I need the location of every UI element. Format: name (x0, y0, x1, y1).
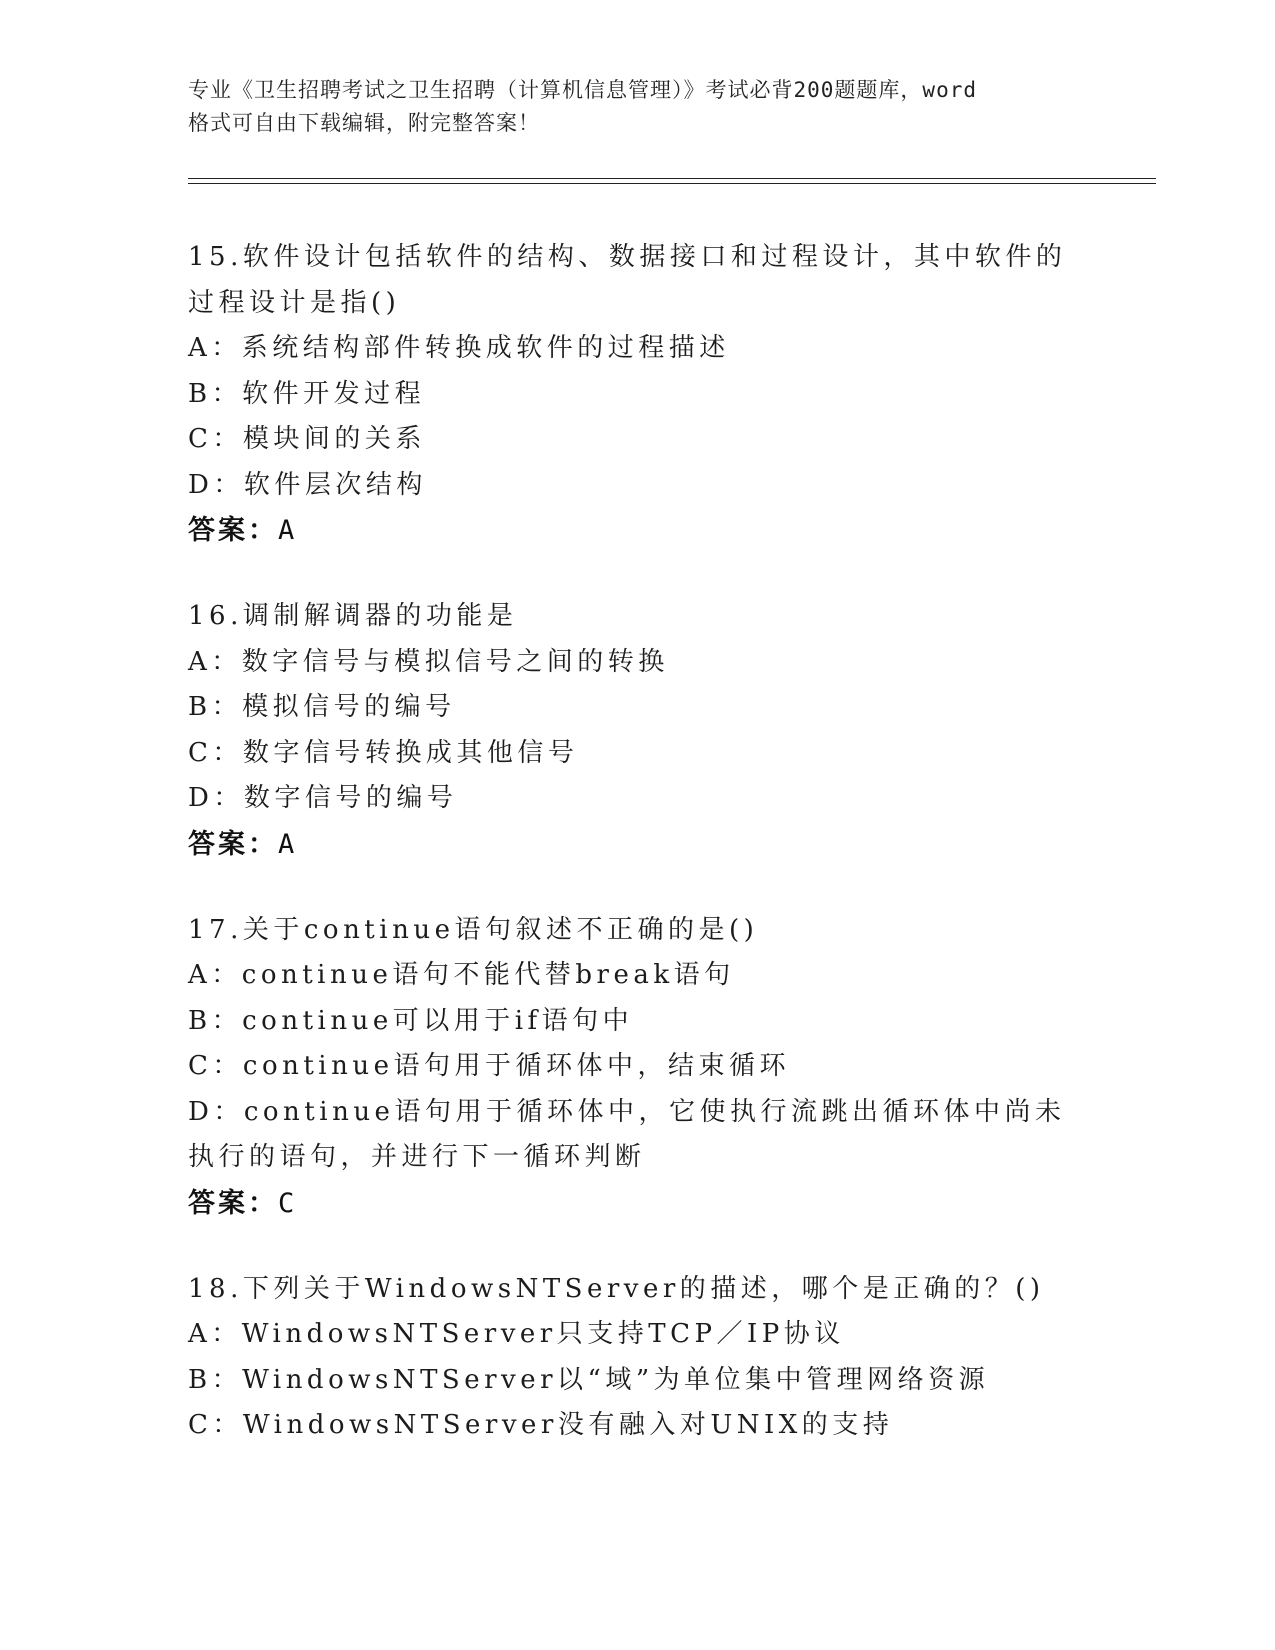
option-d: D：continue语句用于循环体中，它使执行流跳出循环体中尚未执行的语句，并进行下一循环判断 (188, 1096, 1066, 1172)
option-d: D：数字信号的编号 (188, 783, 458, 813)
header-line-1: 专业《卫生招聘考试之卫生招聘（计算机信息管理）》考试必背200题题库，word (188, 78, 977, 102)
option-a: A：数字信号与模拟信号之间的转换 (188, 646, 669, 677)
question-list (188, 235, 1088, 1489)
option-b: B：模拟信号的编号 (188, 692, 456, 722)
option-c: C：continue语句用于循环体中，结束循环 (188, 1051, 790, 1081)
option-b: B：continue可以用于if语句中 (188, 1005, 634, 1036)
option-b: B：软件开发过程 (188, 378, 426, 409)
answer-label: 答案： (188, 1187, 278, 1219)
question-15 (188, 235, 1088, 554)
question-16 (188, 594, 1088, 868)
header-line-2: 格式可自由下载编辑，附完整答案！ (188, 111, 540, 135)
header-divider-top (188, 178, 1156, 179)
option-c: C：数字信号转换成其他信号 (188, 737, 579, 768)
option-a: A：WindowsNTServer只支持TCP／IP协议 (188, 1319, 845, 1349)
option-a: A：系统结构部件转换成软件的过程描述 (188, 333, 730, 363)
header-divider-bottom (188, 183, 1156, 184)
option-b: B：WindowsNTServer以“域”为单位集中管理网络资源 (188, 1364, 990, 1395)
question-18 (188, 1267, 1088, 1449)
document-header (188, 74, 1088, 140)
option-d: D：软件层次结构 (188, 469, 427, 500)
option-c: C：WindowsNTServer没有融入对UNIX的支持 (188, 1410, 894, 1440)
question-stem: 18.下列关于WindowsNTServer的描述，哪个是正确的？() (188, 1273, 1045, 1304)
question-17 (188, 908, 1088, 1227)
question-stem: 17.关于continue语句叙述不正确的是() (188, 914, 759, 945)
question-stem: 15.软件设计包括软件的结构、数据接口和过程设计，其中软件的过程设计是指() (188, 242, 1067, 318)
question-stem: 16.调制解调器的功能是 (188, 601, 518, 631)
answer-value: A (278, 828, 298, 860)
answer-line (188, 508, 1088, 554)
answer-value: C (278, 1187, 298, 1219)
answer-label: 答案： (188, 828, 278, 860)
answer-value: A (278, 515, 298, 546)
answer-label: 答案： (188, 515, 278, 546)
option-c: C：模块间的关系 (188, 424, 426, 454)
answer-line (188, 822, 1088, 868)
option-a: A：continue语句不能代替break语句 (188, 960, 735, 990)
answer-line (188, 1181, 1088, 1227)
